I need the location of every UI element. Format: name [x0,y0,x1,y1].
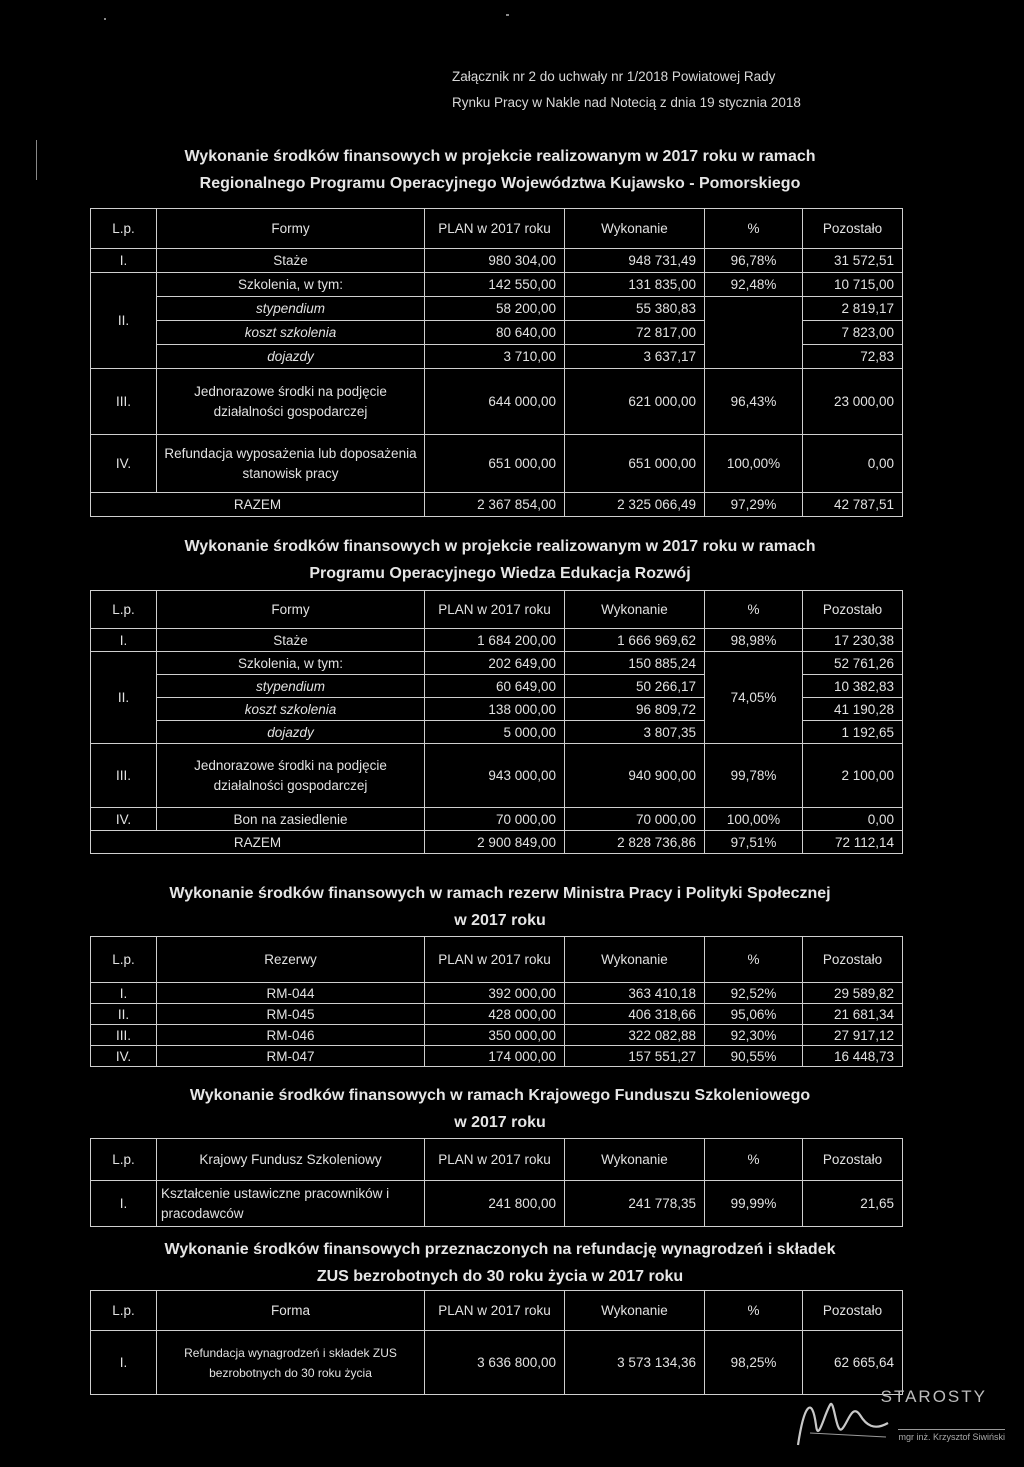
cell-percent: 90,55% [705,1046,803,1067]
total-pozostalo: 42 787,51 [803,493,903,517]
cell-lp: II. [91,652,157,744]
cell-wykonanie: 940 900,00 [565,744,705,808]
cell-forma: Bon na zasiedlenie [157,808,425,831]
cell-pozostalo: 10 715,00 [803,273,903,297]
col-wykonanie: Wykonanie [565,209,705,249]
header-line-2: Rynku Pracy w Nakle nad Notecią z dnia 19 stycznia 2018 [452,95,801,110]
col-pozostalo: Pozostało [803,1291,903,1331]
col-percent: % [705,1291,803,1331]
cell-pozostalo: 2 100,00 [803,744,903,808]
cell-pozostalo: 0,00 [803,808,903,831]
cell-pozostalo: 72,83 [803,345,903,369]
col-wykonanie: Wykonanie [565,937,705,983]
section1-title-line1: Wykonanie środków finansowych w projekcie realizowanym w 2017 roku w ramach [184,148,816,165]
cell-forma: Jednorazowe środki na podjęcie działalności gospodarczej [157,369,425,435]
cell-forma: dojazdy [157,721,425,744]
cell-wykonanie: 1 666 969,62 [565,629,705,652]
cell-lp: IV. [91,435,157,493]
cell-pozostalo: 23 000,00 [803,369,903,435]
cell-rezerwa: RM-044 [157,983,425,1004]
cell-wykonanie: 3 807,35 [565,721,705,744]
col-kfs: Krajowy Fundusz Szkoleniowy [157,1139,425,1181]
cell-lp: I. [91,983,157,1004]
cell-wykonanie: 241 778,35 [565,1181,705,1227]
cell-plan: 1 684 200,00 [425,629,565,652]
col-lp: L.p. [91,591,157,629]
cell-plan: 392 000,00 [425,983,565,1004]
section2-title [80,533,920,587]
cell-lp: I. [91,249,157,273]
col-plan: PLAN w 2017 roku [425,591,565,629]
col-wykonanie: Wykonanie [565,1139,705,1181]
total-label: RAZEM [91,493,425,517]
cell-pozostalo: 1 192,65 [803,721,903,744]
kfs-table [90,1138,903,1227]
total-wykonanie: 2 325 066,49 [565,493,705,517]
cell-plan: 58 200,00 [425,297,565,321]
cell-pozostalo: 31 572,51 [803,249,903,273]
cell-wykonanie: 406 318,66 [565,1004,705,1025]
cell-plan: 80 640,00 [425,321,565,345]
cell-plan: 241 800,00 [425,1181,565,1227]
cell-lp: III. [91,744,157,808]
refund-table [90,1290,903,1395]
table-header-row [91,209,903,249]
cell-plan: 60 649,00 [425,675,565,698]
col-lp: L.p. [91,1291,157,1331]
cell-lp: I. [91,1181,157,1227]
cell-plan: 3 636 800,00 [425,1331,565,1395]
cell-lp: I. [91,629,157,652]
cell-wykonanie: 3 637,17 [565,345,705,369]
section3-title-line2: w 2017 roku [454,912,546,929]
cell-plan: 70 000,00 [425,808,565,831]
cell-pozostalo: 21 681,34 [803,1004,903,1025]
cell-forma: Szkolenia, w tym: [157,273,425,297]
col-lp: L.p. [91,1139,157,1181]
total-row [91,493,903,517]
col-percent: % [705,591,803,629]
table-row [91,369,903,435]
col-plan: PLAN w 2017 roku [425,1139,565,1181]
cell-lp: IV. [91,1046,157,1067]
cell-percent: 96,78% [705,249,803,273]
stamp-name: mgr inż. Krzysztof Siwiński [898,1429,1005,1442]
table-row [91,629,903,652]
cell-wykonanie: 621 000,00 [565,369,705,435]
cell-lp: II. [91,1004,157,1025]
cell-pozostalo: 7 823,00 [803,321,903,345]
total-percent: 97,29% [705,493,803,517]
col-forma: Formy [157,209,425,249]
cell-lp: III. [91,369,157,435]
cell-plan: 174 000,00 [425,1046,565,1067]
col-percent: % [705,1139,803,1181]
cell-wykonanie: 150 885,24 [565,652,705,675]
reserves-table [90,936,903,1067]
section4-title-line2: w 2017 roku [454,1114,546,1131]
col-percent: % [705,937,803,983]
cell-pozostalo: 41 190,28 [803,698,903,721]
total-plan: 2 367 854,00 [425,493,565,517]
col-lp: L.p. [91,209,157,249]
cell-plan: 943 000,00 [425,744,565,808]
power-table [90,590,903,854]
total-percent: 97,51% [705,831,803,854]
cell-wykonanie: 322 082,88 [565,1025,705,1046]
col-plan: PLAN w 2017 roku [425,209,565,249]
col-lp: L.p. [91,937,157,983]
scan-speck [506,14,509,16]
cell-forma: koszt szkolenia [157,698,425,721]
cell-wykonanie: 131 835,00 [565,273,705,297]
col-percent: % [705,209,803,249]
cell-rezerwa: RM-047 [157,1046,425,1067]
cell-lp: IV. [91,808,157,831]
cell-wykonanie: 55 380,83 [565,297,705,321]
table-row [91,744,903,808]
cell-forma: Staże [157,629,425,652]
official-stamp [790,1385,1005,1455]
cell-wykonanie: 363 410,18 [565,983,705,1004]
cell-lp: II. [91,273,157,369]
section2-title-line2: Programu Operacyjnego Wiedza Edukacja Rozwój [309,565,691,582]
col-rezerwy: Rezerwy [157,937,425,983]
cell-percent: 99,99% [705,1181,803,1227]
cell-plan: 5 000,00 [425,721,565,744]
cell-pozostalo: 10 382,83 [803,675,903,698]
col-pozostalo: Pozostało [803,209,903,249]
table-row [91,652,903,675]
section1-title [80,143,920,197]
cell-plan: 651 000,00 [425,435,565,493]
cell-percent: 96,43% [705,369,803,435]
col-pozostalo: Pozostało [803,937,903,983]
cell-percent: 95,06% [705,1004,803,1025]
rpo-table [90,208,903,517]
cell-pozostalo: 27 917,12 [803,1025,903,1046]
total-label: RAZEM [91,831,425,854]
table-header-row [91,1139,903,1181]
section5-title [80,1236,920,1290]
section5-title-line2: ZUS bezrobotnych do 30 roku życia w 2017 roku [316,1268,684,1285]
cell-rezerwa: RM-045 [157,1004,425,1025]
cell-forma: stypendium [157,675,425,698]
cell-wykonanie: 651 000,00 [565,435,705,493]
cell-percent: 92,52% [705,983,803,1004]
cell-percent: 74,05% [705,652,803,744]
table-row [91,1331,903,1395]
col-plan: PLAN w 2017 roku [425,937,565,983]
cell-lp: III. [91,1025,157,1046]
scan-speck [104,18,106,20]
table-row [91,1004,903,1025]
cell-rezerwa: RM-046 [157,1025,425,1046]
document-header [452,64,892,116]
table-row [91,983,903,1004]
cell-pozostalo: 21,65 [803,1181,903,1227]
table-header-row [91,937,903,983]
table-row [91,1181,903,1227]
table-row [91,808,903,831]
cell-forma: Staże [157,249,425,273]
cell-plan: 350 000,00 [425,1025,565,1046]
col-pozostalo: Pozostało [803,1139,903,1181]
cell-forma: Refundacja wyposażenia lub doposażenia stanowisk pracy [157,435,425,493]
cell-lp: I. [91,1331,157,1395]
cell-forma: koszt szkolenia [157,321,425,345]
table-row [91,435,903,493]
cell-percent: 92,30% [705,1025,803,1046]
cell-pozostalo: 2 819,17 [803,297,903,321]
cell-wykonanie: 3 573 134,36 [565,1331,705,1395]
cell-wykonanie: 96 809,72 [565,698,705,721]
total-plan: 2 900 849,00 [425,831,565,854]
cell-plan: 3 710,00 [425,345,565,369]
section5-title-line1: Wykonanie środków finansowych przeznaczonych na refundację wynagrodzeń i składek [164,1241,836,1258]
col-forma: Formy [157,591,425,629]
cell-wykonanie: 70 000,00 [565,808,705,831]
section4-title [80,1082,920,1136]
col-forma: Forma [157,1291,425,1331]
total-row [91,831,903,854]
cell-wykonanie: 157 551,27 [565,1046,705,1067]
cell-percent: 92,48% [705,273,803,297]
cell-forma: Refundacja wynagrodzeń i składek ZUS bezrobotnych do 30 roku życia [157,1331,425,1395]
section3-title-line1: Wykonanie środków finansowych w ramach rezerw Ministra Pracy i Polityki Społecznej [169,885,831,902]
cell-plan: 138 000,00 [425,698,565,721]
cell-forma: Szkolenia, w tym: [157,652,425,675]
col-plan: PLAN w 2017 roku [425,1291,565,1331]
cell-percent: 100,00% [705,808,803,831]
table-row [91,1046,903,1067]
cell-plan: 202 649,00 [425,652,565,675]
section1-title-line2: Regionalnego Programu Operacyjnego Województwa Kujawsko - Pomorskiego [199,175,801,192]
header-line-1: Załącznik nr 2 do uchwały nr 1/2018 Powiatowej Rady [452,69,776,84]
cell-wykonanie: 948 731,49 [565,249,705,273]
cell-forma: dojazdy [157,345,425,369]
section3-title [80,880,920,934]
cell-pozostalo: 17 230,38 [803,629,903,652]
cell-percent: 98,25% [705,1331,803,1395]
cell-pozostalo: 0,00 [803,435,903,493]
scan-speck [36,140,37,180]
cell-plan: 980 304,00 [425,249,565,273]
cell-plan: 644 000,00 [425,369,565,435]
cell-plan: 142 550,00 [425,273,565,297]
section2-title-line1: Wykonanie środków finansowych w projekcie realizowanym w 2017 roku w ramach [184,538,816,555]
table-row [91,297,903,321]
cell-forma: Kształcenie ustawiczne pracowników i pracodawców [157,1181,425,1227]
table-row [91,273,903,297]
cell-percent: 100,00% [705,435,803,493]
cell-pozostalo: 52 761,26 [803,652,903,675]
total-wykonanie: 2 828 736,86 [565,831,705,854]
cell-percent-empty [705,297,803,369]
section4-title-line1: Wykonanie środków finansowych w ramach Krajowego Funduszu Szkoleniowego [189,1087,811,1104]
cell-pozostalo: 16 448,73 [803,1046,903,1067]
table-header-row [91,1291,903,1331]
cell-wykonanie: 72 817,00 [565,321,705,345]
cell-forma: stypendium [157,297,425,321]
col-wykonanie: Wykonanie [565,591,705,629]
total-pozostalo: 72 112,14 [803,831,903,854]
table-row [91,1025,903,1046]
table-row [91,249,903,273]
cell-pozostalo: 29 589,82 [803,983,903,1004]
stamp-office: STAROSTY [880,1387,987,1406]
cell-plan: 428 000,00 [425,1004,565,1025]
cell-percent: 99,78% [705,744,803,808]
cell-wykonanie: 50 266,17 [565,675,705,698]
col-wykonanie: Wykonanie [565,1291,705,1331]
cell-pozostalo: 62 665,64 [803,1331,903,1395]
cell-percent: 98,98% [705,629,803,652]
table-header-row [91,591,903,629]
cell-forma: Jednorazowe środki na podjęcie działalności gospodarczej [157,744,425,808]
col-pozostalo: Pozostało [803,591,903,629]
